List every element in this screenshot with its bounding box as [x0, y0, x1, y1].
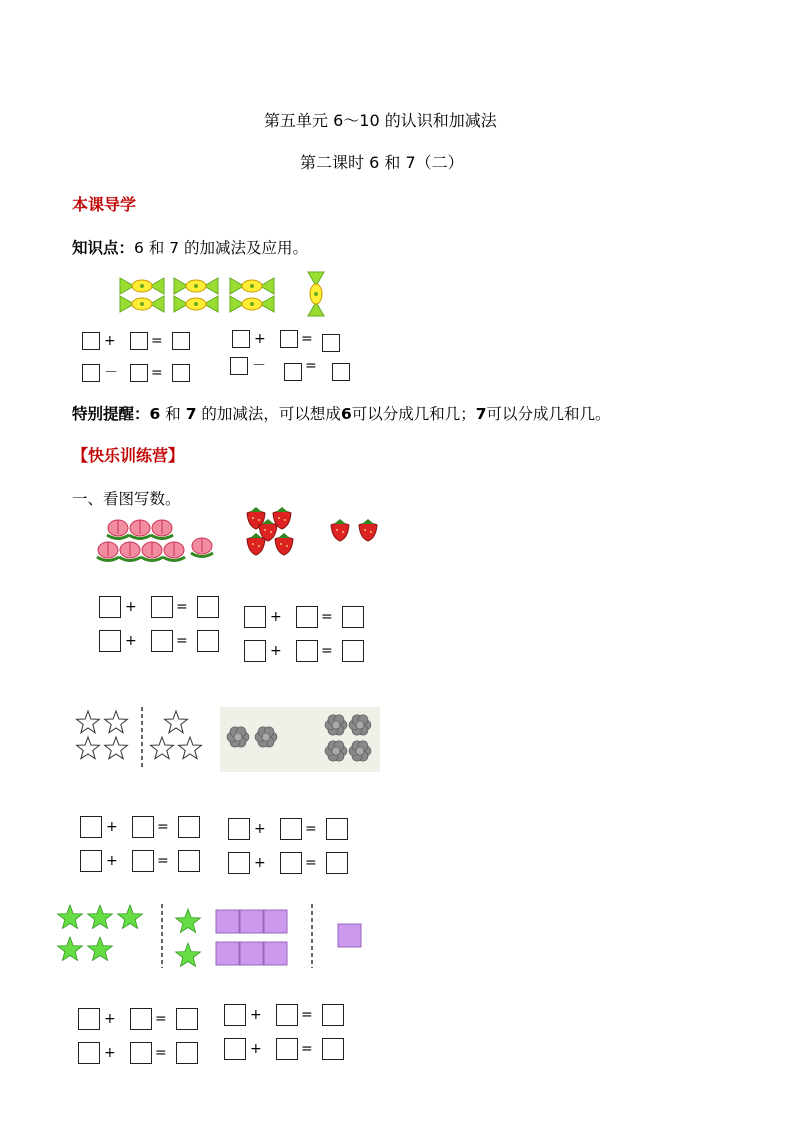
answer-box[interactable]: [276, 1004, 298, 1026]
answer-box[interactable]: [322, 1004, 344, 1026]
tip-text: 的加减法，可以想成: [196, 405, 341, 423]
practice-heading: 【快乐训练营】: [72, 446, 185, 465]
answer-box[interactable]: [99, 630, 121, 652]
answer-box[interactable]: [326, 852, 348, 874]
equals-sign: =: [301, 331, 313, 347]
answer-box[interactable]: [176, 1042, 198, 1064]
answer-box[interactable]: [280, 330, 298, 348]
answer-box[interactable]: [296, 640, 318, 662]
answer-box[interactable]: [130, 1042, 152, 1064]
plus-sign: +: [254, 855, 266, 871]
plus-sign: +: [254, 821, 266, 837]
answer-box[interactable]: [322, 334, 340, 352]
tip-num: 7: [185, 405, 197, 423]
tip-text: 可以分成几和几。: [486, 405, 611, 423]
outline-star-icon: [151, 737, 174, 759]
plus-sign: +: [106, 819, 118, 835]
equals-sign: =: [176, 633, 188, 649]
gray-flower-icon: [255, 727, 277, 747]
answer-box[interactable]: [151, 630, 173, 652]
equals-sign: =: [151, 365, 163, 381]
tip-text: 和: [165, 405, 181, 423]
answer-box[interactable]: [228, 852, 250, 874]
strawberry-icon: [359, 519, 377, 541]
equals-sign: =: [305, 821, 317, 837]
answer-box[interactable]: [172, 332, 190, 350]
strawberry-group: [240, 502, 390, 562]
gray-flower-icon: [349, 715, 371, 735]
answer-box[interactable]: [342, 606, 364, 628]
peach-icon: [191, 538, 213, 557]
answer-box[interactable]: [172, 364, 190, 382]
outline-star-icon: [179, 737, 202, 759]
green-star-icon: [176, 909, 201, 933]
answer-box[interactable]: [224, 1038, 246, 1060]
equals-sign: =: [151, 333, 163, 349]
peach-icon: [107, 520, 129, 539]
answer-box[interactable]: [197, 596, 219, 618]
outline-star-icon: [77, 737, 100, 759]
green-star-icon: [88, 905, 113, 929]
answer-box[interactable]: [80, 850, 102, 872]
answer-box[interactable]: [130, 364, 148, 382]
equals-sign: =: [321, 643, 333, 659]
wrapped-candy-icon: [306, 272, 326, 316]
plus-sign: +: [104, 1045, 116, 1061]
wrapped-candy-icon: [120, 276, 164, 296]
knowledge-text: 6 和 7 的加减法及应用。: [134, 239, 309, 257]
answer-box[interactable]: [244, 640, 266, 662]
answer-box[interactable]: [78, 1008, 100, 1030]
plus-sign: +: [250, 1041, 262, 1057]
peach-icon: [141, 542, 163, 561]
flower-group: [220, 707, 380, 772]
question-1: 一、看图写数。: [72, 490, 181, 508]
answer-box[interactable]: [326, 818, 348, 840]
wrapped-candy-icon: [230, 294, 274, 314]
answer-box[interactable]: [178, 816, 200, 838]
minus-sign: －: [104, 365, 118, 381]
answer-box[interactable]: [197, 630, 219, 652]
plus-sign: +: [250, 1007, 262, 1023]
green-star-icon: [58, 937, 83, 961]
answer-box[interactable]: [244, 606, 266, 628]
green-star-group: [56, 900, 356, 970]
plus-sign: +: [270, 609, 282, 625]
peach-icon: [151, 520, 173, 539]
purple-square-icon: [216, 910, 239, 933]
answer-box[interactable]: [99, 596, 121, 618]
purple-square-icon: [240, 942, 263, 965]
answer-box[interactable]: [82, 364, 100, 382]
purple-square-icon: [240, 910, 263, 933]
equals-sign: =: [155, 1011, 167, 1027]
strawberry-icon: [275, 533, 293, 555]
outline-star-icon: [165, 711, 188, 733]
answer-box[interactable]: [332, 363, 350, 381]
answer-box[interactable]: [82, 332, 100, 350]
answer-box[interactable]: [176, 1008, 198, 1030]
peach-icon: [97, 542, 119, 561]
outline-star-icon: [105, 711, 128, 733]
green-star-icon: [118, 905, 143, 929]
unit-title: 第五单元 6～10 的认识和加减法: [264, 111, 497, 130]
purple-square-icon: [264, 942, 287, 965]
equals-sign: =: [321, 609, 333, 625]
gray-flower-icon: [349, 741, 371, 761]
knowledge-label: 知识点：: [72, 239, 135, 257]
equals-sign: =: [305, 855, 317, 871]
equals-sign: =: [157, 853, 169, 869]
answer-box[interactable]: [132, 816, 154, 838]
peach-icon: [129, 520, 151, 539]
outline-star-group: [72, 705, 212, 775]
answer-box[interactable]: [228, 818, 250, 840]
wrapped-candy-icon: [230, 276, 274, 296]
answer-box[interactable]: [232, 330, 250, 348]
answer-box[interactable]: [78, 1042, 100, 1064]
special-tip: [72, 402, 611, 424]
lesson-title: 第二课时 6 和 7（二）: [300, 153, 464, 172]
equals-sign: =: [305, 358, 317, 374]
equals-sign: =: [301, 1041, 313, 1057]
plus-sign: +: [104, 1011, 116, 1027]
answer-box[interactable]: [342, 640, 364, 662]
green-star-icon: [176, 943, 201, 967]
answer-box[interactable]: [322, 1038, 344, 1060]
answer-box[interactable]: [130, 1008, 152, 1030]
tip-num: 7: [475, 405, 487, 423]
tip-num: 6: [340, 405, 352, 423]
answer-box[interactable]: [276, 1038, 298, 1060]
answer-box[interactable]: [280, 852, 302, 874]
answer-box[interactable]: [151, 596, 173, 618]
gray-flower-icon: [227, 727, 249, 747]
answer-box[interactable]: [132, 850, 154, 872]
green-star-icon: [88, 937, 113, 961]
equals-sign: =: [301, 1007, 313, 1023]
green-star-icon: [58, 905, 83, 929]
plus-sign: +: [125, 599, 137, 615]
tip-text: 可以分成几和几；: [351, 405, 476, 423]
plus-sign: +: [106, 853, 118, 869]
answer-box[interactable]: [296, 606, 318, 628]
equals-sign: =: [155, 1045, 167, 1061]
tip-label: 特别提醒：: [72, 405, 150, 423]
peach-icon: [119, 542, 141, 561]
answer-box[interactable]: [130, 332, 148, 350]
plus-sign: +: [104, 333, 116, 349]
strawberry-icon: [331, 519, 349, 541]
purple-square-icon: [264, 910, 287, 933]
guide-heading: 本课导学: [72, 195, 137, 214]
purple-square-icon: [338, 924, 361, 947]
outline-star-icon: [105, 737, 128, 759]
wrapped-candy-icon: [174, 294, 218, 314]
gray-flower-icon: [325, 715, 347, 735]
tip-num: 6: [149, 405, 161, 423]
wrapped-candy-icon: [120, 294, 164, 314]
outline-star-icon: [77, 711, 100, 733]
answer-box[interactable]: [284, 363, 302, 381]
plus-sign: +: [270, 643, 282, 659]
plus-sign: +: [254, 331, 266, 347]
answer-box[interactable]: [230, 357, 248, 375]
peach-group: [94, 512, 224, 572]
answer-box[interactable]: [224, 1004, 246, 1026]
equals-sign: =: [176, 599, 188, 615]
answer-box[interactable]: [80, 816, 102, 838]
gray-flower-icon: [325, 741, 347, 761]
flower-panel: [220, 707, 380, 772]
minus-sign: －: [252, 358, 266, 374]
plus-sign: +: [125, 633, 137, 649]
peach-icon: [163, 542, 185, 561]
answer-box[interactable]: [280, 818, 302, 840]
wrapped-candy-icon: [174, 276, 218, 296]
equals-sign: =: [157, 819, 169, 835]
answer-box[interactable]: [178, 850, 200, 872]
knowledge-point: [72, 236, 308, 258]
purple-square-icon: [216, 942, 239, 965]
